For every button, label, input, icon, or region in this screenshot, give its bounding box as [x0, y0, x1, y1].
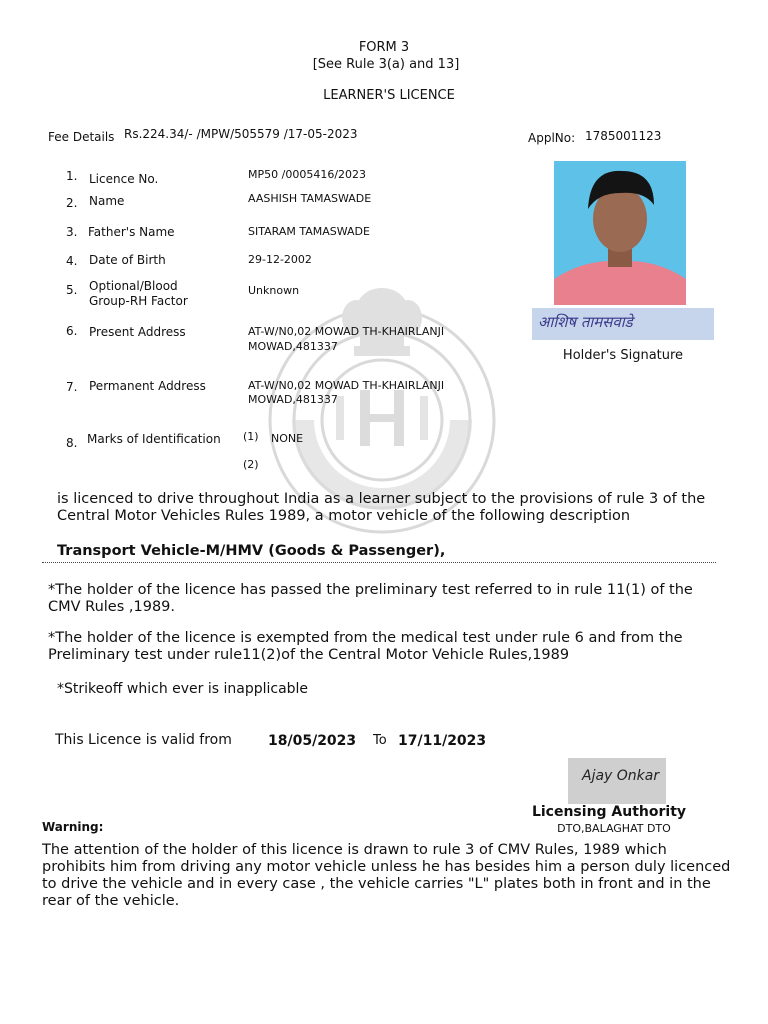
- field-num: 1.: [66, 169, 78, 183]
- field-value-permanent-address: AT-W/N0,02 MOWAD TH-KHAIRLANJI: [248, 379, 445, 392]
- note-preliminary-test: *The holder of the licence has passed the preliminary test referred to in rule 11(1) of the CMV Rules ,1989.: [48, 582, 693, 615]
- field-label-name: Name: [89, 194, 125, 208]
- form-number: FORM 3: [358, 40, 410, 55]
- field-label-permanent-address: Permanent Address: [89, 379, 206, 393]
- field-value-present-address: AT-W/N0,02 MOWAD TH-KHAIRLANJI: [248, 325, 445, 338]
- fee-label: Fee Details: [48, 130, 115, 144]
- appl-value: 1785001123: [585, 129, 662, 143]
- validity-to-label: To: [373, 733, 387, 748]
- valid-from-date: 18/05/2023: [268, 733, 357, 749]
- holder-photo: [554, 161, 686, 305]
- document-title: LEARNER'S LICENCE: [323, 88, 455, 103]
- field-value-permanent-address-2: MOWAD,481337: [248, 393, 338, 406]
- note-medical-exemption: *The holder of the licence is exempted from the medical test under rule 6 and from the Preliminary test under rule11(2)of the Central Motor Vehicle Rules,1989: [48, 630, 683, 663]
- valid-to-date: 17/11/2023: [398, 733, 487, 749]
- licensing-authority: Licensing Authority: [531, 804, 687, 820]
- field-label-present-address: Present Address: [89, 325, 186, 339]
- field-num: 3.: [66, 225, 78, 239]
- dotted-divider: [42, 562, 716, 563]
- field-label-marks: Marks of Identification: [87, 432, 221, 446]
- field-label-father: Father's Name: [88, 225, 175, 239]
- authority-signature-image: [568, 758, 666, 804]
- field-num: 4.: [66, 254, 78, 268]
- field-value-father: SITARAM TAMASWADE: [248, 225, 370, 238]
- authority-office: DTO,BALAGHAT DTO: [557, 822, 671, 835]
- portrait-image: [554, 161, 686, 305]
- field-value-blood: Unknown: [248, 284, 300, 297]
- warning-label: Warning:: [42, 820, 104, 834]
- field-num: 7.: [66, 380, 78, 394]
- mark-num: (1): [243, 430, 259, 443]
- validity-label: This Licence is valid from: [55, 732, 232, 748]
- field-num: 5.: [66, 283, 78, 297]
- holder-signature-label: Holder's Signature: [562, 348, 684, 363]
- field-value-dob: 29-12-2002: [248, 253, 312, 266]
- strikeoff-note: *Strikeoff which ever is inapplicable: [57, 681, 309, 697]
- field-label-blood-2: Group-RH Factor: [89, 294, 188, 308]
- field-value-present-address-2: MOWAD,481337: [248, 340, 338, 353]
- field-label-dob: Date of Birth: [89, 253, 166, 267]
- field-num: 8.: [66, 436, 78, 450]
- authority-signature-handwriting: Ajay Onkar: [582, 768, 660, 784]
- field-label-licence-no: Licence No.: [89, 172, 159, 186]
- field-label-blood: Optional/Blood: [89, 279, 178, 293]
- holder-signature-handwriting: आशिष तामसवाडे: [538, 313, 633, 331]
- vehicle-class: Transport Vehicle-M/HMV (Goods & Passenger),: [57, 543, 446, 559]
- warning-text: The attention of the holder of this licence is drawn to rule 3 of CMV Rules, 1989 which prohibits him from driving any motor vehicle unless he has besides him a person duly licenced to drive the vehicle and in every case , the vehicle carries "L" plates both in front and in the rear of the vehicle.: [42, 842, 731, 909]
- field-value-name: AASHISH TAMASWADE: [248, 192, 372, 205]
- mark-value: NONE: [271, 432, 304, 445]
- form-rule: [See Rule 3(a) and 13]: [312, 57, 460, 72]
- field-value-licence-no: MP50 /0005416/2023: [248, 168, 367, 181]
- appl-label: ApplNo:: [528, 131, 576, 145]
- fee-value: Rs.224.34/- /MPW/505579 /17-05-2023: [124, 127, 358, 141]
- field-num: 2.: [66, 196, 78, 210]
- mark-num: (2): [243, 458, 259, 471]
- holder-signature-image: [532, 308, 714, 340]
- emblem-icon: [342, 288, 422, 356]
- licence-statement: is licenced to drive throughout India as a learner subject to the provisions of rule 3 of the Central Motor Vehicles Rules 1989, a motor vehicle of the following description: [57, 491, 706, 524]
- field-num: 6.: [66, 324, 78, 338]
